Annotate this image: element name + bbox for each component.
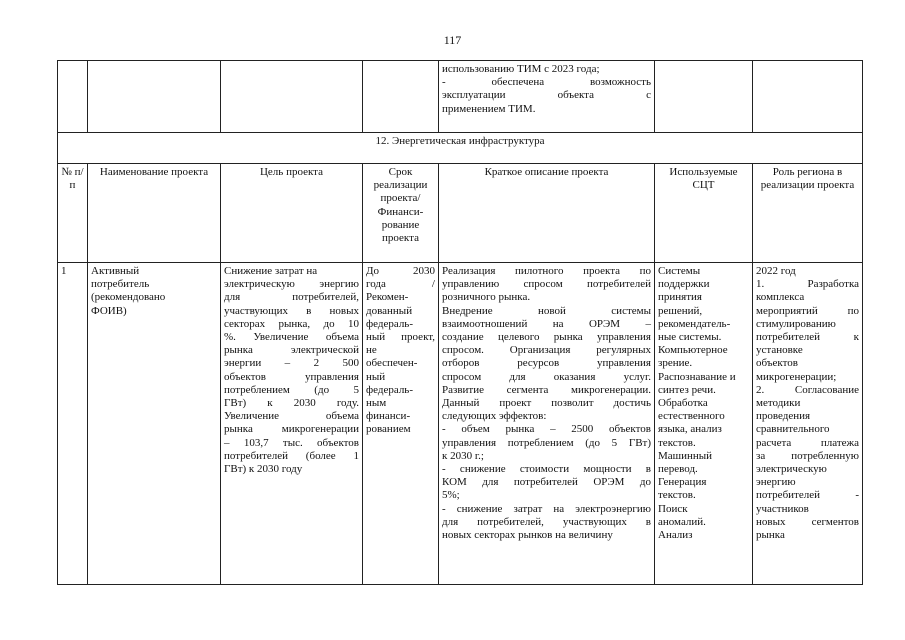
row-tech-cell bbox=[655, 263, 753, 585]
cell-line: Генерация bbox=[658, 476, 707, 489]
cont-tech-cell bbox=[655, 61, 753, 133]
cell-line: языка, анализ bbox=[658, 423, 722, 436]
cell-line: взаимоотношений на ОРЭМ – bbox=[442, 317, 651, 330]
project-tech bbox=[658, 265, 749, 542]
cell-line: Рекомен- bbox=[366, 291, 409, 304]
cell-line: для потребителей, участвующих в bbox=[442, 515, 651, 528]
cont-line: эксплуатации объекта с bbox=[442, 89, 651, 102]
cell-line: спросом для оказания услуг. bbox=[442, 370, 651, 383]
cell-line: Увеличение объема bbox=[224, 410, 359, 423]
cont-name-cell bbox=[88, 61, 221, 133]
cell-line: решений, bbox=[658, 304, 703, 317]
continuation-row bbox=[58, 61, 863, 133]
cell-line: дованный bbox=[366, 304, 413, 317]
cell-line: ным bbox=[366, 397, 387, 410]
cell-line: не bbox=[366, 344, 377, 357]
cell-line: для потребителей, bbox=[224, 291, 359, 304]
header-role: Роль региона в реализации проекта bbox=[753, 164, 863, 263]
cell-line: потребителей к bbox=[756, 331, 859, 344]
cell-line: управлению спросом потребителей bbox=[442, 278, 651, 291]
cell-line: объектов управления bbox=[224, 370, 359, 383]
cell-line: - снижение стоимости мощности в bbox=[442, 463, 651, 476]
cell-line: рынка микрогенерации bbox=[224, 423, 359, 436]
header-num: № п/п bbox=[58, 164, 88, 263]
header-term: Срок реализации проекта/ Финанси-рование проекта bbox=[363, 164, 439, 263]
cell-line: создание целевого рынка управления bbox=[442, 331, 651, 344]
project-term bbox=[366, 265, 435, 437]
cell-line: текстов. bbox=[658, 489, 696, 502]
cont-line: - обеспечена возможность bbox=[442, 76, 651, 89]
cell-line: рованием bbox=[366, 423, 411, 436]
project-goal bbox=[224, 265, 359, 476]
cont-line: использованию ТИМ с 2023 года; bbox=[442, 63, 600, 75]
cell-line: федераль- bbox=[366, 383, 413, 396]
cell-line: Поиск bbox=[658, 502, 688, 515]
header-goal: Цель проекта bbox=[221, 164, 363, 263]
cell-line: объектов bbox=[756, 357, 798, 370]
cell-line: зрение. bbox=[658, 357, 693, 370]
cell-line: синтез речи. bbox=[658, 383, 716, 396]
header-name: Наименование проекта bbox=[88, 164, 221, 263]
cell-line: ный проект, bbox=[366, 331, 435, 344]
cell-line: принятия bbox=[658, 291, 702, 304]
cell-line: спросом. Организация регулярных bbox=[442, 344, 651, 357]
cell-line: электрическую энергию bbox=[224, 278, 359, 291]
cell-line: Снижение затрат на bbox=[224, 265, 318, 277]
project-name bbox=[91, 265, 217, 318]
project-row bbox=[58, 263, 863, 585]
cell-line: Реализация пилотного проекта по bbox=[442, 265, 651, 277]
row-goal-cell bbox=[221, 263, 363, 585]
page-number: 117 bbox=[443, 33, 462, 47]
cell-line: финанси- bbox=[366, 410, 411, 423]
cell-line: участвующих в новых bbox=[224, 304, 359, 317]
cell-line: потребителей (более 1 bbox=[224, 449, 359, 462]
cell-line: энергию bbox=[756, 476, 796, 489]
cell-line: Активный bbox=[91, 265, 140, 277]
cell-line: Анализ bbox=[658, 529, 693, 542]
cell-line: КОМ для потребителей ОРЭМ до bbox=[442, 476, 651, 489]
cell-line: ФОИВ) bbox=[91, 304, 127, 317]
cell-line: ГВт) к 2030 году. bbox=[224, 397, 359, 410]
cell-line: федераль- bbox=[366, 317, 413, 330]
cell-line: Машинный bbox=[658, 449, 713, 462]
cell-line: управления потреблением (до 5 ГВт) bbox=[442, 436, 651, 449]
cell-line: %. Увеличение объема bbox=[224, 331, 359, 344]
cell-line: естественного bbox=[658, 410, 725, 423]
cell-line: - снижение затрат на электроэнергию bbox=[442, 502, 651, 515]
cell-line: потребитель bbox=[91, 278, 150, 291]
project-role bbox=[756, 265, 859, 542]
cont-goal-cell bbox=[221, 61, 363, 133]
cell-line: аномалий. bbox=[658, 515, 706, 528]
cont-line: применением ТИМ. bbox=[442, 102, 536, 115]
cont-term-cell bbox=[363, 61, 439, 133]
cell-line: потребителей - bbox=[756, 489, 859, 502]
cell-line: сравнительного bbox=[756, 423, 830, 436]
cell-line: расчета платежа bbox=[756, 436, 859, 449]
cell-line: новых сегментов bbox=[756, 515, 859, 528]
cell-line: участников bbox=[756, 502, 809, 515]
cell-line: рынка электрической bbox=[224, 344, 359, 357]
row-num: 1 bbox=[58, 263, 88, 585]
cell-line: потреблением (до 5 bbox=[224, 383, 359, 396]
cont-description-cell bbox=[439, 61, 655, 133]
row-term-cell bbox=[363, 263, 439, 585]
cell-line: следующих эффектов: bbox=[442, 410, 547, 423]
header-row bbox=[58, 164, 863, 263]
cell-line: 2. Согласование bbox=[756, 383, 859, 396]
project-description bbox=[442, 265, 651, 542]
cell-line: 1. Разработка bbox=[756, 278, 859, 291]
section-row bbox=[58, 133, 863, 164]
cell-line: ные системы. bbox=[658, 331, 722, 344]
cell-line: 5%; bbox=[442, 489, 460, 502]
cell-line: микрогенерации; bbox=[756, 370, 837, 383]
row-description-cell bbox=[439, 263, 655, 585]
cell-line: новых секторах рынков на величину bbox=[442, 529, 613, 542]
header-tech: Используемые СЦТ bbox=[655, 164, 753, 263]
cell-line: - объем рынка – 2500 объектов bbox=[442, 423, 651, 436]
section-title: 12. Энергетическая инфраструктура bbox=[58, 133, 863, 164]
cell-line: за потребленную bbox=[756, 449, 859, 462]
cell-line: установке bbox=[756, 344, 803, 357]
cell-line: ГВт) к 2030 году bbox=[224, 463, 303, 476]
cell-line: комплекса bbox=[756, 291, 805, 304]
cell-line: года / bbox=[366, 278, 435, 291]
project-table bbox=[57, 60, 863, 585]
cell-line: перевод. bbox=[658, 463, 698, 476]
cont-num-cell bbox=[58, 61, 88, 133]
cell-line: обеспечен- bbox=[366, 357, 418, 370]
cell-line: мероприятий по bbox=[756, 304, 859, 317]
cell-line: стимулированию bbox=[756, 317, 836, 330]
cell-line: 2022 год bbox=[756, 265, 796, 277]
cell-line: Развитие сегмента микрогенерации. bbox=[442, 383, 651, 396]
cell-line: (рекомендовано bbox=[91, 291, 166, 304]
cell-line: рекомендатель- bbox=[658, 317, 731, 330]
cell-line: До 2030 bbox=[366, 265, 435, 277]
cell-line: к 2030 г.; bbox=[442, 449, 484, 462]
cell-line: ный bbox=[366, 370, 386, 383]
cell-line: электрическую bbox=[756, 463, 827, 476]
cell-line: Внедрение новой системы bbox=[442, 304, 651, 317]
cell-line: отборов ресурсов управления bbox=[442, 357, 651, 370]
cell-line: секторах рынка, до 10 bbox=[224, 317, 359, 330]
cell-line: Системы bbox=[658, 265, 701, 277]
cell-line: текстов. bbox=[658, 436, 696, 449]
header-description: Краткое описание проекта bbox=[439, 164, 655, 263]
row-name-cell bbox=[88, 263, 221, 585]
cell-line: розничного рынка. bbox=[442, 291, 531, 304]
cell-line: Компьютерное bbox=[658, 344, 728, 357]
cell-line: энергии – 2 500 bbox=[224, 357, 359, 370]
cont-role-cell bbox=[753, 61, 863, 133]
cell-line: рынка bbox=[756, 529, 785, 542]
cell-line: Распознавание и bbox=[658, 370, 736, 383]
cell-line: методики bbox=[756, 397, 801, 410]
cell-line: – 103,7 тыс. объектов bbox=[224, 436, 359, 449]
cell-line: Данный проект позволит достичь bbox=[442, 397, 651, 410]
cell-line: Обработка bbox=[658, 397, 708, 410]
cell-line: проведения bbox=[756, 410, 811, 423]
row-role-cell bbox=[753, 263, 863, 585]
cell-line: поддержки bbox=[658, 278, 710, 291]
